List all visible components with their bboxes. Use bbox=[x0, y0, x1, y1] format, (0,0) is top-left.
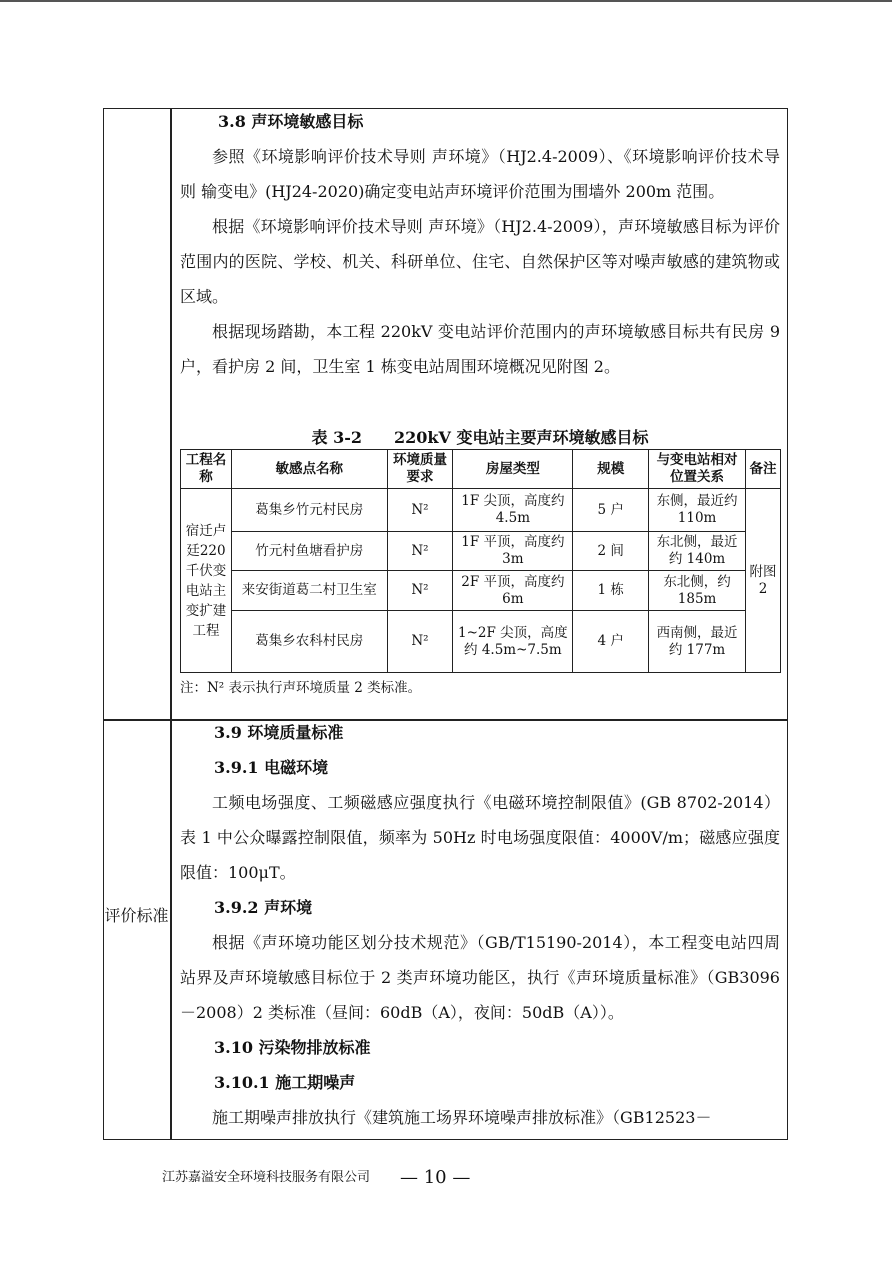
section-3-10-heading: 3.10 污染物排放标准 bbox=[214, 1038, 371, 1057]
scale-cell: 4 户 bbox=[573, 611, 649, 673]
section-3-8-heading: 3.8 声环境敏感目标 bbox=[218, 112, 364, 131]
section-3-8 bbox=[180, 104, 780, 384]
table-caption: 表 3-2 220kV 变电站主要声环境敏感目标 bbox=[311, 428, 649, 447]
quality-requirement-cell: N² bbox=[387, 611, 453, 673]
quality-requirement-cell: N² bbox=[387, 532, 453, 571]
section-3-9-1-paragraph: 工频电场强度、工频磁感应强度执行《电磁环境控制限值》(GB 8702-2014）表 1 中公众曝露控制限值，频率为 50Hz 时电场强度限值：4000V/m；磁感应强度限值：100μT。 bbox=[180, 793, 780, 882]
table-note: 注：N² 表示执行声环境质量 2 类标准。 bbox=[180, 680, 422, 696]
quality-requirement-cell: N² bbox=[387, 571, 453, 611]
building-type-cell: 1~2F 尖顶，高度约 4.5m~7.5m bbox=[453, 611, 573, 673]
table-row bbox=[181, 611, 781, 673]
building-type-cell: 1F 尖顶，高度约 4.5m bbox=[453, 489, 573, 532]
section-3-9 bbox=[180, 715, 780, 1135]
top-border-line bbox=[0, 0, 892, 2]
header-project: 工程名称 bbox=[181, 450, 232, 489]
building-type-cell: 1F 平顶，高度约 3m bbox=[453, 532, 573, 571]
section-3-9-heading: 3.9 环境质量标准 bbox=[214, 723, 344, 742]
site-name-cell: 竹元村鱼塘看护房 bbox=[231, 532, 387, 571]
column-divider bbox=[170, 108, 172, 1140]
left-column-label: 评价标准 bbox=[104, 906, 169, 925]
site-name-cell: 葛集乡农科村民房 bbox=[231, 611, 387, 673]
sensitive-targets-table bbox=[180, 449, 781, 673]
section-3-8-paragraph-1: 参照《环境影响评价技术导则 声环境》（HJ2.4-2009）、《环境影响评价技术导则 输变电》(HJ24-2020)确定变电站声环境评价范围为围墙外 200m 范围。 bbox=[180, 147, 780, 201]
table-row bbox=[181, 489, 781, 532]
scale-cell: 2 间 bbox=[573, 532, 649, 571]
section-3-10-1-paragraph: 施工期噪声排放执行《建筑施工场界环境噪声排放标准》（GB12523－ bbox=[212, 1108, 712, 1127]
scale-cell: 1 栋 bbox=[573, 571, 649, 611]
header-remark: 备注 bbox=[745, 450, 780, 489]
table-header-row bbox=[181, 450, 781, 489]
relative-position-cell: 东侧，最近约 110m bbox=[649, 489, 746, 532]
header-building-type: 房屋类型 bbox=[453, 450, 573, 489]
table-row bbox=[181, 571, 781, 611]
section-3-8-paragraph-3: 根据现场踏勘，本工程 220kV 变电站评价范围内的声环境敏感目标共有民房 9 户，看护房 2 间，卫生室 1 栋变电站周围环境概况见附图 2。 bbox=[180, 322, 780, 376]
site-name-cell: 葛集乡竹元村民房 bbox=[231, 489, 387, 532]
remark-cell: 附图2 bbox=[745, 489, 780, 673]
project-name-cell: 宿迁卢廷220千伏变电站主变扩建工程 bbox=[181, 489, 232, 673]
scale-cell: 5 户 bbox=[573, 489, 649, 532]
header-site-name: 敏感点名称 bbox=[231, 450, 387, 489]
relative-position-cell: 东北侧，约 185m bbox=[649, 571, 746, 611]
footer-page-number: — 10 — bbox=[400, 1167, 471, 1188]
quality-requirement-cell: N² bbox=[387, 489, 453, 532]
section-3-9-2-heading: 3.9.2 声环境 bbox=[214, 898, 313, 917]
section-3-10-1-heading: 3.10.1 施工期噪声 bbox=[214, 1073, 356, 1092]
header-scale: 规模 bbox=[573, 450, 649, 489]
table-row bbox=[181, 532, 781, 571]
footer-company: 江苏嘉溢安全环境科技服务有限公司 bbox=[162, 1170, 371, 1185]
section-3-9-2-paragraph: 根据《声环境功能区划分技术规范》（GB/T15190-2014），本工程变电站四周站界及声环境敏感目标位于 2 类声环境功能区，执行《声环境质量标准》（GB3096－2008）2 类标准（昼间：60dB（A），夜间：50dB（A））。 bbox=[180, 933, 780, 1022]
section-3-8-paragraph-2: 根据《环境影响评价技术导则 声环境》（HJ2.4-2009），声环境敏感目标为评价范围内的医院、学校、机关、科研单位、住宅、自然保护区等对噪声敏感的建筑物或区域。 bbox=[180, 217, 780, 306]
header-relative-position: 与变电站相对位置关系 bbox=[649, 450, 746, 489]
relative-position-cell: 东北侧，最近约 140m bbox=[649, 532, 746, 571]
site-name-cell: 来安街道葛二村卫生室 bbox=[231, 571, 387, 611]
relative-position-cell: 西南侧，最近约 177m bbox=[649, 611, 746, 673]
building-type-cell: 2F 平顶，高度约 6m bbox=[453, 571, 573, 611]
header-quality-requirement: 环境质量要求 bbox=[387, 450, 453, 489]
section-3-9-1-heading: 3.9.1 电磁环境 bbox=[214, 758, 329, 777]
